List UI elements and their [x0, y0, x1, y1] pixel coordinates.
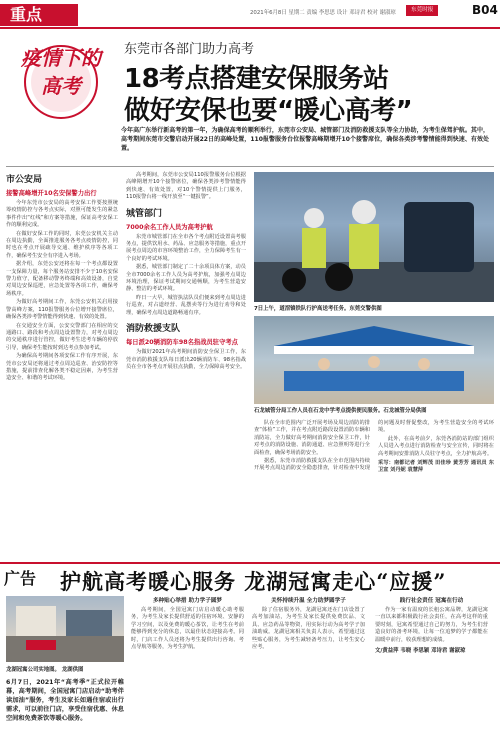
paragraph: 高考期间，全国冠寓门店启动暖心助考服务，为考生及家长提供舒适的住宿环境、安静的学习空间，以及免费的暖心茶饮，让考生在考前能够得到充分的休息，以最佳状态迎接高考。同时，门店工作人员还将为考生提供出行咨询、考点导航等服务，为考生护航。 [131, 607, 244, 651]
column-subheading: 每日派20辆消防车98名指战员驻守考点 [126, 339, 238, 347]
page-number: B04 [472, 3, 498, 17]
paragraph: 在做好安保工作的同时，东莞公安机关主动在周边执勤，全面推进服务各考点疫情防控，同时也在考点开展疏导交通、维护秩序等各项工作，确保考生安全有序进入考场。 [6, 230, 118, 259]
paragraph: 作为一家有温度的长租公寓品牌，龙湖冠寓一直以来都积极践行社会责任，在高考这样的重要时刻，冠寓希望通过自己的努力，为考生们营造良好的备考环境，让每一位追梦的学子都能在温暖中前行，收获理想的成绩。 [375, 607, 488, 643]
ad-column-3 [375, 596, 488, 654]
column-subheading: 7000余名工作人员为高考护航 [126, 223, 213, 231]
column-public-security [6, 172, 118, 384]
paragraph: 据悉，东莞市消防救援支队在全市范围内持续开展考点周边消防安全隐患排查，针对检查中发现的问题及时督促整改，为考生营造安全的考试环境。 [254, 420, 494, 472]
header-divider [0, 27, 500, 29]
column-urban-management [126, 172, 246, 372]
section-divider [6, 166, 494, 167]
photo-traffic-police [254, 172, 494, 302]
paragraph: 除了住宿服务外，龙湖冠寓还在门店设置了高考加油站，为考生及家长提供免费饮品、文具、应急药品等物资，用实际行动为高考学子加油助威。龙湖冠寓相关负责人表示，希望通过这些贴心服务，为考生减轻备考压力，让考生安心应考。 [252, 607, 365, 651]
paragraph: 今年东莞市公安局的高考安保工作要按照统筹疫情防控与各考点实际，对照可能发生的紧急事件作出“红线”和方案等措施，保证高考安保工作的顺利完成。 [6, 200, 118, 229]
paragraph: 在交通安全方面，公安交警部门在相应的交通路口、路段和考点周边设置警力，对考点周边的交通秩序进行管控，做好考生送考车辆的停放引导，确保考生能按时到达考点参加考试。 [6, 322, 118, 351]
article-kicker: 东莞市各部门助力高考 [124, 42, 255, 57]
paragraph: 高考期间，东莞市公安局110报警服务台位根据高峰期增开10个接警席位，确保各类涉考警情能得到快速、有效处置，对10个警情提供上门服务，110报警台将一线开放至“一键报警”。 [126, 172, 246, 201]
photo-caption: 7日上午，道滘镇铁队行护高送考任务。东莞交警供图 [254, 306, 382, 312]
newspaper-badge: 东莞时报 [406, 5, 438, 16]
paragraph: 为确保高考期间各项安保工作有序开展，东莞市公安局还将通过考点周边巡查、治安防控等措施，提前排查化解各类不稳定因素，为考生营造安全、和谐的考试环境。 [6, 353, 118, 382]
column-heading: 城管部门 [126, 208, 163, 219]
column-fire-rescue [254, 420, 494, 475]
paragraph: 据介绍，东莞公安还将在每一个考点都设置一支保障力量，每个服务站安排不少于10名安保警力值守，配备移动警务终端和高效设备，自觉对周边安保巡逻，应急处置等各项工作，确保考场秩序。 [6, 261, 118, 297]
section-tag: 重点 [0, 4, 78, 26]
column-heading: 消防救援支队 [126, 324, 181, 335]
paragraph: 昨日一大早，城管执法队员们便来到考点周边进行巡查，对占道经营、乱摆卖等行为进行劝导和处理，确保考点周边道路畅通有序。 [126, 294, 246, 316]
photo-service-tent [254, 316, 494, 404]
ad-photo-caption: 龙湖冠寓公司实地图。 龙湖供图 [6, 667, 84, 673]
logo-text: 疫情下的高考 [21, 46, 101, 98]
photo-caption: 石龙城管分局工作人员在石龙中学考点提供便民服务。石龙城管分局供图 [254, 408, 427, 414]
paragraph: 队在全市范围内广泛开展考场及周边消防的排查“体检”工作，并在考点附近路段设置消防车辆和消防站，全力做好高考期间消防安全保卫工作，针对考点的消防设施、消防通道、应急照明等进行全面检查，确保考场消防安全。 [254, 420, 370, 456]
ad-lead: 6月7日，2021年“高考季”正式拉开帷幕，高考期间，全国冠寓门店启动“助考伴读加油”服务，考生及家长如遇住宿或出行需求，可以前往门店，享受住宿优惠、休息空间和免费茶饮等暖心服务。 [6, 679, 124, 722]
ad-credit: 文/黄益萍 韦晓 李思颖 邓诗君 谢淑琼 [375, 648, 466, 655]
paragraph: 为做好高考期间工作，东莞公安机关启用接警高峰方案，110报警服务台位增开接警席位，确保各类涉考警情能得到快速、有效的处置。 [6, 299, 118, 321]
ad-title: 护航高考暖心服务 龙湖冠寓走心“应援” [60, 569, 447, 594]
ad-column-1 [131, 596, 244, 652]
ad-subheading: 关怀持续升温 全力助梦圆学子 [271, 598, 346, 604]
ad-photo-apartment [6, 596, 124, 662]
column-heading: 市公安局 [6, 175, 43, 185]
column-subheading: 接警高峰增开10名安保警力出行 [6, 190, 97, 197]
headline-line-1: 18考点搭建安保服务站 [124, 64, 389, 94]
ad-tag: 广告 [4, 569, 37, 588]
ad-divider [0, 562, 500, 564]
ad-subheading: 践行社会责任 冠寓在行动 [399, 598, 464, 604]
paragraph: 东莞市城管部门在全市各个考点附近设置高考服务点，提供饮用水、药品、应急服务等措施，重点开展考点周边的市容环境整治工作，全力保障考生有一个良好的考试环境。 [126, 233, 246, 262]
article-credit: 采写：南都记者 刘辉茂 田佳珍 黄芳芳 通讯员 东卫宣 刘丹妮 袁慧萍 [378, 460, 494, 474]
article-lead: 今年高广东举行新高考的第一年，为确保高考的顺利举行，东莞市公安局、城管部门及消防救援支队等全力协助，为考生保驾护航。其中，高考期间东莞市交警启动开展22日的高峰处置，110报警服务台位报警高峰期增开10个接警席位，确保各类涉考警情能得到快速、有效处置。 [121, 127, 489, 152]
headline-line-2: 做好安保也要“暖心高考” [124, 96, 413, 126]
paragraph: 据悉，城管部门制定了二十余项具体方案，动员全市7000余名工作人员为高考护航，加强考点周边环境治理，保证考试期间交通畅顺，为考生营造安静、整洁的考试环境。 [126, 264, 246, 293]
paragraph: 为做好2021年高考期间消防安全保卫工作，东莞市消防救援支队每日派出20辆消防车、98名指战员在全市各考点开展驻点执勤，全力保障高考安全。 [126, 349, 246, 370]
date-info: 2021年6月8日 星期二 责编 李思思 设计 邓诗君 校对 谢淑琼 [250, 10, 396, 16]
ad-subheading: 多种贴心举措 助力学子圆梦 [152, 598, 223, 604]
paragraph: 此外，在高考前夕，东莞各消防站的部门组织人员进入考点进行消防检查与安全宣传，同时将在高考期间安排消防人员驻守考点，全力护航高考。 [378, 435, 494, 457]
ad-column-2 [252, 596, 365, 652]
